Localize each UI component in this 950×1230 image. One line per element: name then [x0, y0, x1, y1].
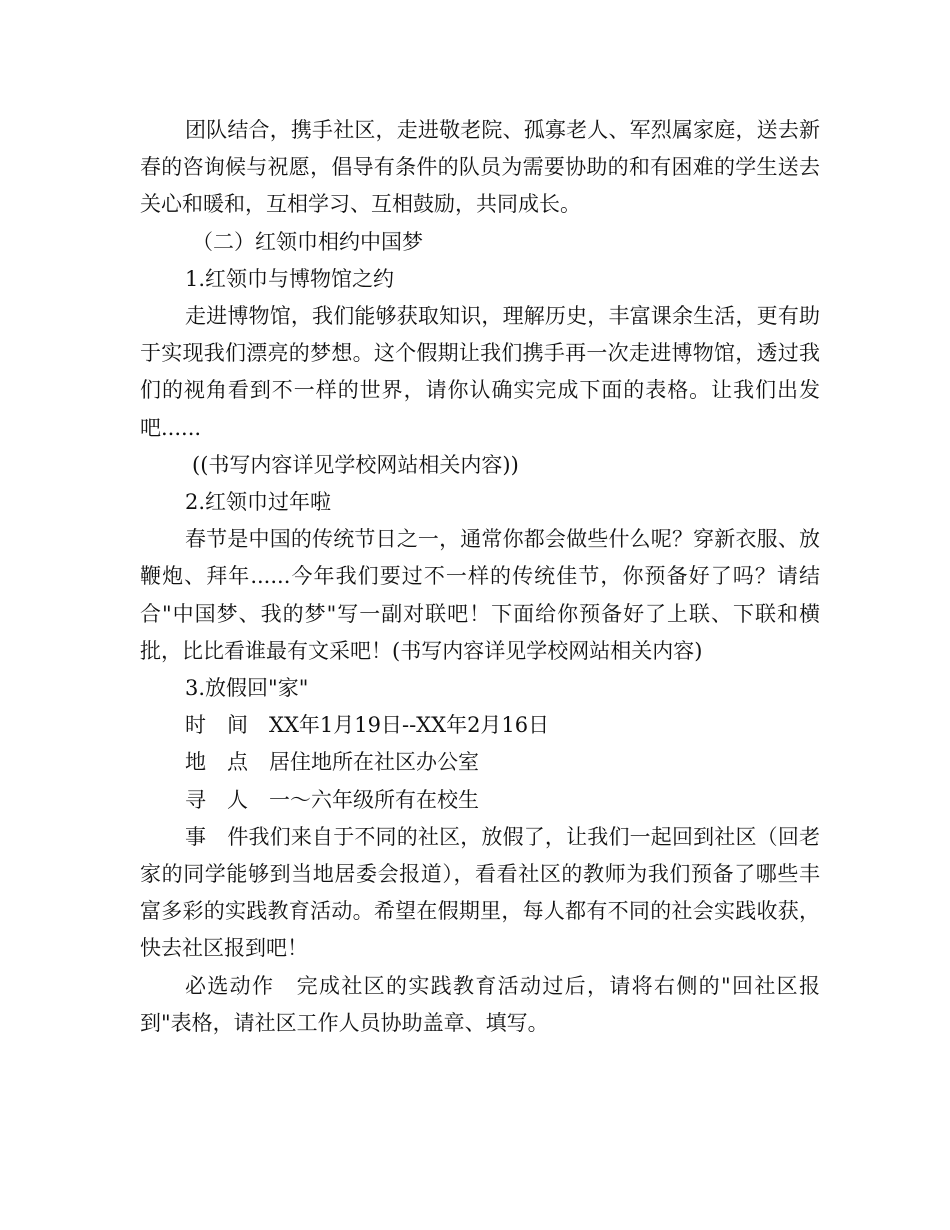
section-heading-red-scarf-dream: （二）红领巾相约中国梦	[192, 229, 423, 254]
subheading-museum: 1.红领巾与博物馆之约	[185, 266, 395, 291]
place-line: 地 点 居住地所在社区办公室	[185, 750, 479, 775]
paragraph-new-year: 春节是中国的传统节日之一，通常你都会做些什么呢？穿新衣服、放鞭炮、拜年......今年我们要过不一样的传统佳节，你预备好了吗？请结合"中国梦、我的梦"写一副对联吧！下面给你预备好了上联、下联和横批，比比看谁最有文采吧！(书写内容详见学校网站相关内容)	[140, 527, 820, 663]
paragraph-team-community: 团队结合，携手社区，走进敬老院、孤寡老人、军烈属家庭，送去新春的咨询候与祝愿，倡导有条件的队员为需要协助的和有困难的学生送去关心和暖和，互相学习、互相鼓励，共同成长。	[140, 118, 820, 217]
time-line: 时 间 XX年1月19日--XX年2月16日	[185, 713, 550, 738]
paragraph-required-action: 必选动作 完成社区的实践教育活动过后，请将右侧的"回社区报到"表格，请社区工作人员协助盖章、填写。	[140, 973, 820, 1035]
people-line: 寻 人 一～六年级所有在校生	[185, 787, 479, 812]
note-see-school-website: ((书写内容详见学校网站相关内容))	[192, 452, 519, 477]
subheading-go-home: 3.放假回"家"	[185, 676, 309, 701]
paragraph-event: 事 件我们来自于不同的社区，放假了，让我们一起回到社区（回老家的同学能够到当地居委会报道），看看社区的教师为我们预备了哪些丰富多彩的实践教育活动。希望在假期里，每人都有不同的社会实践收获，快去社区报到吧！	[140, 824, 820, 961]
document-body	[140, 112, 820, 1042]
subheading-new-year: 2.红领巾过年啦	[185, 490, 332, 515]
paragraph-museum: 走进博物馆，我们能够获取知识，理解历史，丰富课余生活，更有助于实现我们漂亮的梦想。这个假期让我们携手再一次走进博物馆，透过我们的视角看到不一样的世界，请你认确实完成下面的表格。让我们出发吧......	[140, 304, 820, 440]
